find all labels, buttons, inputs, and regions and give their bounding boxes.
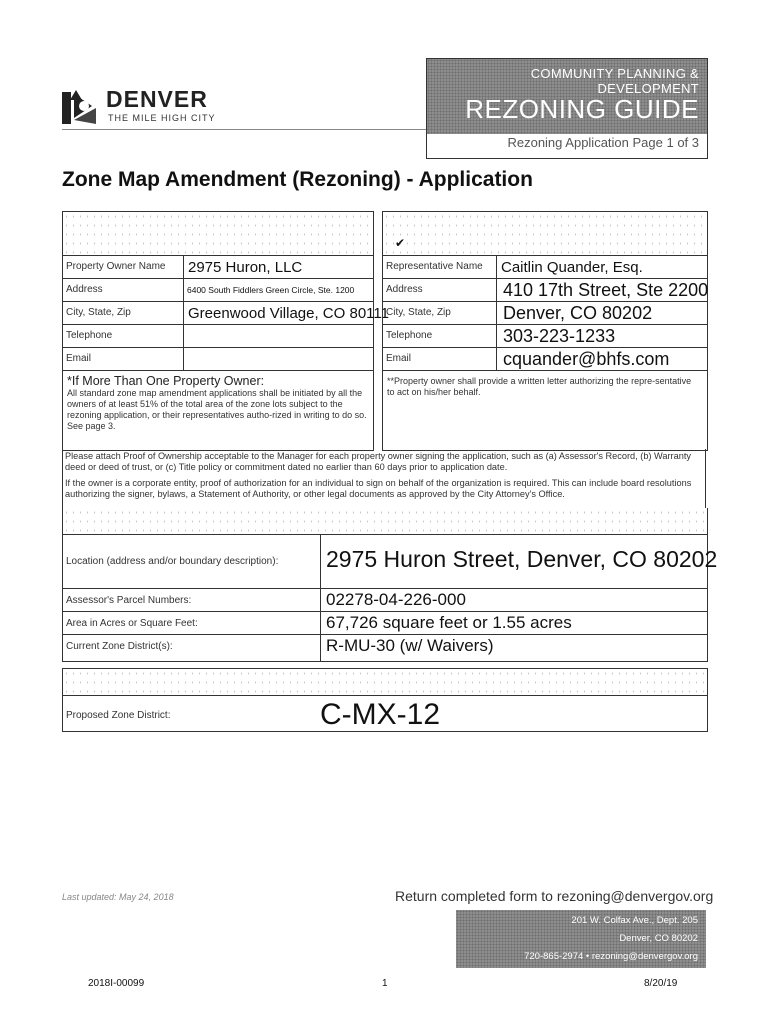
banner-background	[427, 59, 707, 134]
owner-city-label: City, State, Zip	[66, 307, 131, 318]
corporate-entity-text: If the owner is a corporate entity, proof of authorization for an individual to sign on behalf of the organization is required. This can include board resolutions authorizing the signer, bylaws, a Statement of Authority, or other legal documents as approved by the City Attorney's Office.	[65, 478, 692, 499]
page-number: 1	[382, 978, 388, 989]
property-spacer	[63, 508, 707, 534]
owner-city-value: Greenwood Village, CO 80111	[188, 305, 389, 322]
area-row	[63, 611, 707, 635]
multiple-owner-note	[67, 374, 367, 432]
case-number: 2018I-00099	[88, 978, 145, 989]
page-title: Zone Map Amendment (Rezoning) - Application	[62, 168, 533, 191]
document-date: 8/20/19	[644, 978, 678, 989]
rep-address-label: Address	[386, 284, 423, 295]
owner-name-value: 2975 Huron, LLC	[188, 259, 303, 276]
owner-address-row	[63, 278, 373, 301]
rep-city-label: City, State, Zip	[386, 307, 451, 318]
owner-phone-row	[63, 324, 373, 347]
return-instructions: Return completed form to rezoning@denvergov.org	[395, 888, 714, 904]
rep-city-row	[383, 301, 707, 324]
rep-city-value: Denver, CO 80202	[503, 303, 653, 323]
rep-name-value: Caitlin Quander, Esq.	[501, 259, 643, 276]
owner-email-row	[63, 347, 373, 370]
property-section	[62, 508, 718, 662]
multiple-owner-heading: *If More Than One Property Owner:	[67, 374, 265, 388]
proposed-zone-label: Proposed Zone District:	[66, 710, 171, 721]
current-zone-value: R-MU-30 (w/ Waivers)	[326, 636, 494, 655]
location-value: 2975 Huron Street, Denver, CO 80202	[326, 546, 718, 572]
rep-address-value: 410 17th Street, Ste 2200	[503, 280, 709, 300]
proposal-section	[62, 668, 708, 732]
owner-name-label: Property Owner Name	[66, 261, 166, 272]
current-zone-label: Current Zone District(s):	[66, 641, 173, 652]
owner-signature-area	[63, 212, 373, 255]
owner-section	[62, 211, 389, 451]
rep-email-value: cquander@bhfs.com	[503, 349, 670, 369]
contact-address: 201 W. Colfax Ave., Dept. 205	[571, 915, 698, 926]
rep-name-row	[383, 255, 707, 278]
contact-phone-email: 720-865-2974 • rezoning@denvergov.org	[524, 951, 698, 962]
city-name: DENVER	[106, 86, 208, 112]
last-updated: Last updated: May 24, 2018	[62, 892, 174, 902]
denver-logo-icon	[62, 88, 98, 126]
parcel-value: 02278-04-226-000	[326, 590, 466, 609]
department-name: COMMUNITY PLANNING & DEVELOPMENT	[530, 66, 699, 96]
rep-phone-value: 303-223-1233	[503, 326, 616, 346]
rezoning-guide-banner	[426, 58, 708, 159]
zone-row	[63, 634, 707, 662]
area-value: 67,726 square feet or 1.55 acres	[326, 613, 572, 632]
rep-email-row	[383, 347, 707, 370]
owner-address-label: Address	[66, 284, 103, 295]
location-row	[63, 534, 718, 589]
header-rule	[62, 129, 426, 130]
ownership-instructions	[62, 449, 706, 509]
page-indicator: Rezoning Application Page 1 of 3	[507, 135, 699, 150]
representative-section	[382, 211, 708, 451]
owner-phone-label: Telephone	[66, 330, 113, 341]
rep-phone-label: Telephone	[386, 330, 433, 341]
rep-name-label: Representative Name	[386, 261, 483, 272]
proof-of-ownership-text: Please attach Proof of Ownership acceptable to the Manager for each property owner signing the application, such as (a) Assessor's Record, (b) Warranty deed or deed of trust, or (c) Title policy or commitment dated no earlier than 60 days prior to application date.	[65, 451, 691, 472]
guide-title: REZONING GUIDE	[465, 94, 699, 124]
city-tagline: THE MILE HIGH CITY	[108, 113, 216, 123]
proposed-zone-value: C-MX-12	[320, 698, 441, 731]
rep-phone-row	[383, 324, 707, 347]
check-mark-icon: ✔	[395, 236, 406, 250]
rep-email-label: Email	[386, 353, 412, 364]
contact-box	[456, 910, 706, 968]
area-label: Area in Acres or Square Feet:	[66, 618, 198, 629]
contact-city: Denver, CO 80202	[619, 933, 698, 944]
multiple-owner-body: All standard zone map amendment applications shall be initiated by all the owners of at least 51% of the total area of the zone lots subject to the rezoning application, or their representatives autho-rized in writing to do so. See page 3.	[67, 388, 367, 431]
representative-note: **Property owner shall provide a written letter authorizing the repre-sentative to act on his/her behalf.	[387, 376, 692, 397]
parcel-row	[63, 588, 707, 612]
location-label: Location (address and/or boundary description):	[66, 556, 279, 567]
owner-city-row	[63, 301, 389, 324]
rep-address-row	[383, 278, 707, 301]
proposed-zone-row	[63, 695, 707, 732]
proposal-spacer	[63, 669, 707, 695]
owner-email-label: Email	[66, 353, 92, 364]
owner-address-value: 6400 South Fiddlers Green Circle, Ste. 1200	[187, 285, 355, 295]
representative-signature-area	[383, 212, 707, 255]
parcel-label: Assessor's Parcel Numbers:	[66, 595, 192, 606]
owner-name-row	[63, 255, 373, 278]
